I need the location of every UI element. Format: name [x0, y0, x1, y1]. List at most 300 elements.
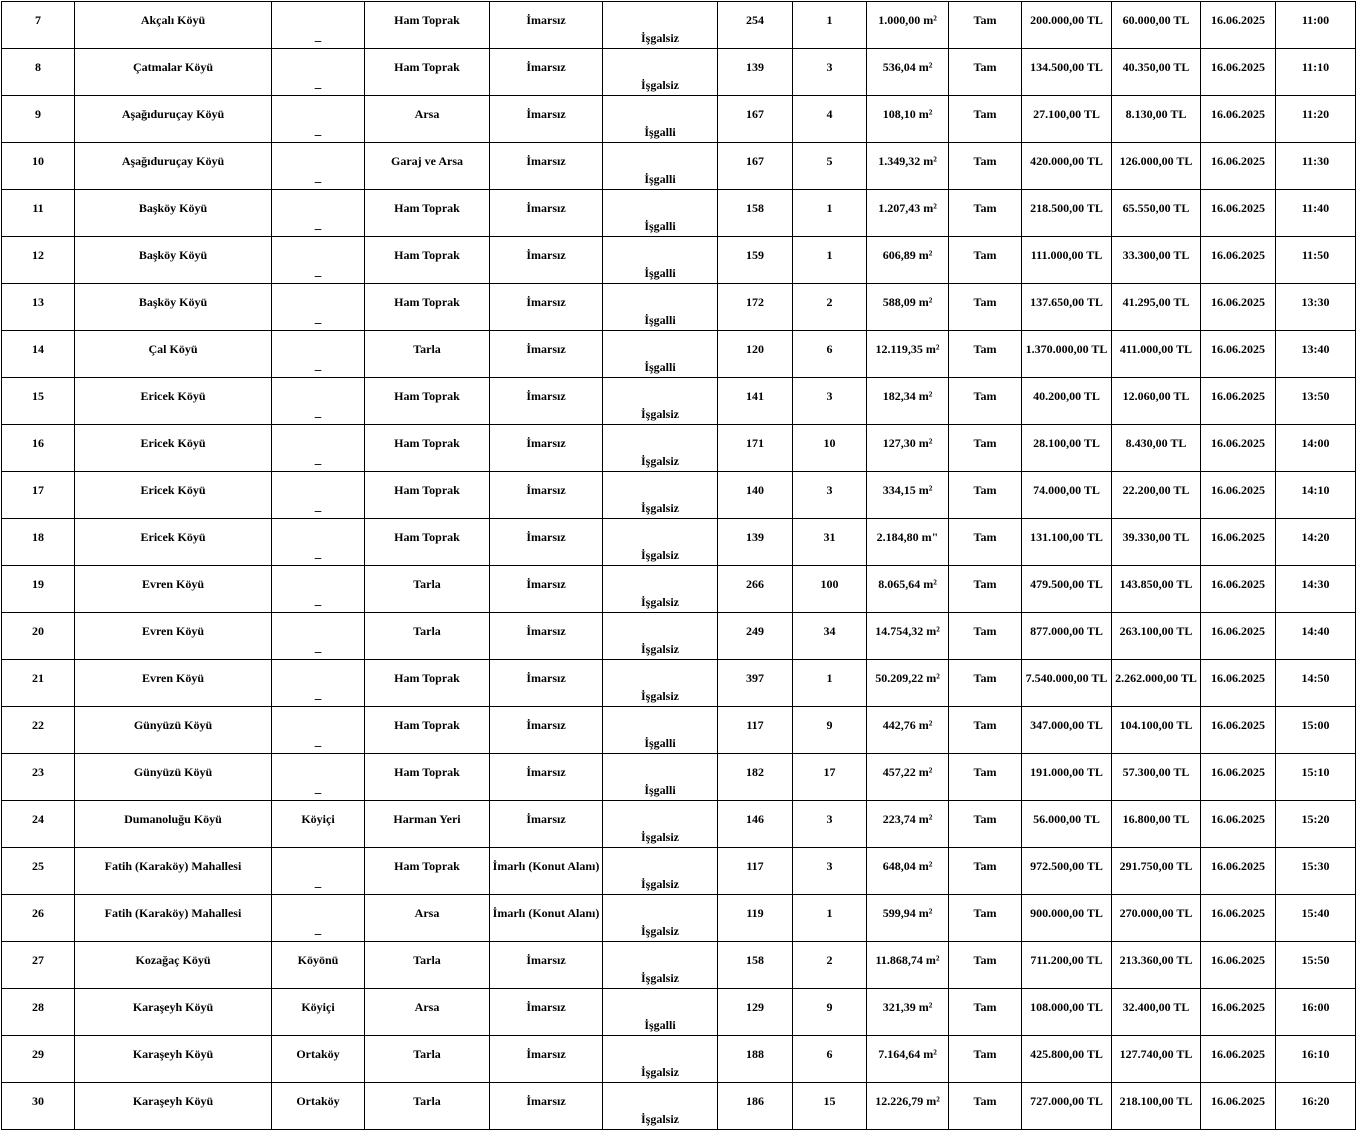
occupancy-status: İşgalli [603, 989, 718, 1036]
locality: _ [272, 895, 365, 942]
auction-date: 16.06.2025 [1201, 942, 1276, 989]
village-name: Aşağıduruçay Köyü [75, 143, 272, 190]
table-body [2, 2, 1356, 1130]
auction-time: 16:10 [1276, 1036, 1356, 1083]
occupancy-status: İşgalli [603, 237, 718, 284]
zoning-status: İmarsız [490, 190, 603, 237]
guarantee-amount: 65.550,00 TL [1112, 190, 1201, 237]
locality: _ [272, 190, 365, 237]
village-name: Çal Köyü [75, 331, 272, 378]
village-name: Başköy Köyü [75, 237, 272, 284]
auction-date: 16.06.2025 [1201, 1036, 1276, 1083]
parcel-number: 31 [793, 519, 867, 566]
auction-time: 13:50 [1276, 378, 1356, 425]
property-type: Ham Toprak [365, 284, 490, 331]
area: 334,15 m² [867, 472, 949, 519]
auction-time: 11:50 [1276, 237, 1356, 284]
row-number: 10 [2, 143, 75, 190]
table-row [2, 942, 1356, 989]
share: Tam [949, 96, 1022, 143]
area: 50.209,22 m² [867, 660, 949, 707]
share: Tam [949, 472, 1022, 519]
table-row [2, 707, 1356, 754]
row-number: 29 [2, 1036, 75, 1083]
locality: _ [272, 848, 365, 895]
share: Tam [949, 660, 1022, 707]
guarantee-amount: 41.295,00 TL [1112, 284, 1201, 331]
area: 648,04 m² [867, 848, 949, 895]
zoning-status: İmarsız [490, 378, 603, 425]
share: Tam [949, 190, 1022, 237]
area: 2.184,80 m" [867, 519, 949, 566]
block-number: 266 [718, 566, 793, 613]
property-type: Ham Toprak [365, 49, 490, 96]
locality: Ortaköy [272, 1083, 365, 1130]
locality: _ [272, 331, 365, 378]
row-number: 12 [2, 237, 75, 284]
guarantee-amount: 291.750,00 TL [1112, 848, 1201, 895]
guarantee-amount: 2.262.000,00 TL [1112, 660, 1201, 707]
block-number: 158 [718, 190, 793, 237]
table-row [2, 284, 1356, 331]
share: Tam [949, 895, 1022, 942]
parcel-number: 1 [793, 190, 867, 237]
auction-time: 11:10 [1276, 49, 1356, 96]
share: Tam [949, 519, 1022, 566]
auction-date: 16.06.2025 [1201, 989, 1276, 1036]
area: 8.065,64 m² [867, 566, 949, 613]
share: Tam [949, 237, 1022, 284]
parcel-number: 10 [793, 425, 867, 472]
estimated-value: 347.000,00 TL [1022, 707, 1112, 754]
zoning-status: İmarsız [490, 472, 603, 519]
auction-time: 11:30 [1276, 143, 1356, 190]
row-number: 19 [2, 566, 75, 613]
property-type: Arsa [365, 895, 490, 942]
area: 127,30 m² [867, 425, 949, 472]
block-number: 129 [718, 989, 793, 1036]
auction-date: 16.06.2025 [1201, 2, 1276, 49]
village-name: Başköy Köyü [75, 190, 272, 237]
auction-time: 11:40 [1276, 190, 1356, 237]
locality: Köyiçi [272, 989, 365, 1036]
parcel-number: 1 [793, 660, 867, 707]
area: 7.164,64 m² [867, 1036, 949, 1083]
occupancy-status: İşgalsiz [603, 801, 718, 848]
village-name: Günyüzü Köyü [75, 707, 272, 754]
property-type: Ham Toprak [365, 707, 490, 754]
occupancy-status: İşgalli [603, 190, 718, 237]
occupancy-status: İşgalli [603, 284, 718, 331]
locality: _ [272, 96, 365, 143]
table-row [2, 613, 1356, 660]
row-number: 7 [2, 2, 75, 49]
table-row [2, 566, 1356, 613]
estimated-value: 191.000,00 TL [1022, 754, 1112, 801]
area: 108,10 m² [867, 96, 949, 143]
property-type: Ham Toprak [365, 378, 490, 425]
area: 606,89 m² [867, 237, 949, 284]
table-row [2, 49, 1356, 96]
guarantee-amount: 143.850,00 TL [1112, 566, 1201, 613]
auction-time: 14:50 [1276, 660, 1356, 707]
area: 182,34 m² [867, 378, 949, 425]
occupancy-status: İşgalli [603, 143, 718, 190]
locality: _ [272, 472, 365, 519]
occupancy-status: İşgalsiz [603, 895, 718, 942]
area: 588,09 m² [867, 284, 949, 331]
village-name: Başköy Köyü [75, 284, 272, 331]
parcel-number: 34 [793, 613, 867, 660]
zoning-status: İmarsız [490, 96, 603, 143]
guarantee-amount: 127.740,00 TL [1112, 1036, 1201, 1083]
row-number: 17 [2, 472, 75, 519]
parcel-number: 100 [793, 566, 867, 613]
auction-date: 16.06.2025 [1201, 754, 1276, 801]
share: Tam [949, 754, 1022, 801]
guarantee-amount: 8.130,00 TL [1112, 96, 1201, 143]
auction-time: 14:20 [1276, 519, 1356, 566]
occupancy-status: İşgalsiz [603, 848, 718, 895]
zoning-status: İmarsız [490, 143, 603, 190]
parcel-number: 1 [793, 237, 867, 284]
parcel-number: 6 [793, 331, 867, 378]
table-row [2, 2, 1356, 49]
auction-date: 16.06.2025 [1201, 660, 1276, 707]
occupancy-status: İşgalsiz [603, 425, 718, 472]
auction-time: 13:30 [1276, 284, 1356, 331]
auction-time: 14:40 [1276, 613, 1356, 660]
guarantee-amount: 12.060,00 TL [1112, 378, 1201, 425]
property-type: Ham Toprak [365, 190, 490, 237]
area: 536,04 m² [867, 49, 949, 96]
auction-date: 16.06.2025 [1201, 801, 1276, 848]
area: 12.226,79 m² [867, 1083, 949, 1130]
table-row [2, 895, 1356, 942]
auction-time: 14:30 [1276, 566, 1356, 613]
guarantee-amount: 57.300,00 TL [1112, 754, 1201, 801]
zoning-status: İmarsız [490, 284, 603, 331]
auction-date: 16.06.2025 [1201, 284, 1276, 331]
occupancy-status: İşgalsiz [603, 519, 718, 566]
auction-time: 16:20 [1276, 1083, 1356, 1130]
block-number: 186 [718, 1083, 793, 1130]
parcel-number: 17 [793, 754, 867, 801]
property-type: Ham Toprak [365, 519, 490, 566]
row-number: 16 [2, 425, 75, 472]
block-number: 158 [718, 942, 793, 989]
occupancy-status: İşgalli [603, 754, 718, 801]
estimated-value: 900.000,00 TL [1022, 895, 1112, 942]
share: Tam [949, 284, 1022, 331]
village-name: Ericek Köyü [75, 378, 272, 425]
block-number: 172 [718, 284, 793, 331]
row-number: 11 [2, 190, 75, 237]
village-name: Evren Köyü [75, 613, 272, 660]
zoning-status: İmarsız [490, 237, 603, 284]
zoning-status: İmarsız [490, 2, 603, 49]
row-number: 26 [2, 895, 75, 942]
parcel-number: 3 [793, 49, 867, 96]
zoning-status: İmarsız [490, 49, 603, 96]
share: Tam [949, 613, 1022, 660]
estimated-value: 218.500,00 TL [1022, 190, 1112, 237]
estimated-value: 137.650,00 TL [1022, 284, 1112, 331]
village-name: Fatih (Karaköy) Mahallesi [75, 848, 272, 895]
block-number: 182 [718, 754, 793, 801]
locality: _ [272, 284, 365, 331]
share: Tam [949, 2, 1022, 49]
table-row [2, 660, 1356, 707]
village-name: Günyüzü Köyü [75, 754, 272, 801]
share: Tam [949, 566, 1022, 613]
estimated-value: 479.500,00 TL [1022, 566, 1112, 613]
zoning-status: İmarsız [490, 707, 603, 754]
auction-time: 15:20 [1276, 801, 1356, 848]
estimated-value: 27.100,00 TL [1022, 96, 1112, 143]
block-number: 140 [718, 472, 793, 519]
estimated-value: 56.000,00 TL [1022, 801, 1112, 848]
share: Tam [949, 143, 1022, 190]
zoning-status: İmarsız [490, 660, 603, 707]
occupancy-status: İşgalsiz [603, 1036, 718, 1083]
auction-date: 16.06.2025 [1201, 331, 1276, 378]
table-row [2, 801, 1356, 848]
property-type: Harman Yeri [365, 801, 490, 848]
block-number: 171 [718, 425, 793, 472]
occupancy-status: İşgalsiz [603, 49, 718, 96]
parcel-number: 15 [793, 1083, 867, 1130]
parcel-number: 6 [793, 1036, 867, 1083]
village-name: Evren Köyü [75, 566, 272, 613]
area: 442,76 m² [867, 707, 949, 754]
zoning-status: İmarsız [490, 989, 603, 1036]
auction-time: 14:10 [1276, 472, 1356, 519]
occupancy-status: İşgalsiz [603, 472, 718, 519]
locality: Köyiçi [272, 801, 365, 848]
village-name: Ericek Köyü [75, 519, 272, 566]
share: Tam [949, 707, 1022, 754]
auction-time: 15:10 [1276, 754, 1356, 801]
area: 321,39 m² [867, 989, 949, 1036]
locality: _ [272, 237, 365, 284]
parcel-number: 3 [793, 378, 867, 425]
block-number: 167 [718, 143, 793, 190]
block-number: 167 [718, 96, 793, 143]
estimated-value: 711.200,00 TL [1022, 942, 1112, 989]
locality: _ [272, 49, 365, 96]
guarantee-amount: 32.400,00 TL [1112, 989, 1201, 1036]
block-number: 139 [718, 519, 793, 566]
area: 14.754,32 m² [867, 613, 949, 660]
row-number: 13 [2, 284, 75, 331]
area: 12.119,35 m² [867, 331, 949, 378]
village-name: Ericek Köyü [75, 472, 272, 519]
parcel-number: 9 [793, 989, 867, 1036]
occupancy-status: İşgalli [603, 331, 718, 378]
occupancy-status: İşgalli [603, 707, 718, 754]
village-name: Aşağıduruçay Köyü [75, 96, 272, 143]
zoning-status: İmarsız [490, 801, 603, 848]
parcel-number: 2 [793, 942, 867, 989]
estimated-value: 7.540.000,00 TL [1022, 660, 1112, 707]
guarantee-amount: 218.100,00 TL [1112, 1083, 1201, 1130]
row-number: 8 [2, 49, 75, 96]
village-name: Karaşeyh Köyü [75, 989, 272, 1036]
auction-date: 16.06.2025 [1201, 49, 1276, 96]
estimated-value: 74.000,00 TL [1022, 472, 1112, 519]
block-number: 117 [718, 707, 793, 754]
village-name: Ericek Köyü [75, 425, 272, 472]
share: Tam [949, 425, 1022, 472]
share: Tam [949, 801, 1022, 848]
zoning-status: İmarsız [490, 942, 603, 989]
table-row [2, 848, 1356, 895]
share: Tam [949, 49, 1022, 96]
locality: _ [272, 143, 365, 190]
area: 457,22 m² [867, 754, 949, 801]
block-number: 188 [718, 1036, 793, 1083]
table-row [2, 519, 1356, 566]
table-row [2, 1036, 1356, 1083]
property-type: Ham Toprak [365, 848, 490, 895]
area: 599,94 m² [867, 895, 949, 942]
estimated-value: 28.100,00 TL [1022, 425, 1112, 472]
guarantee-amount: 263.100,00 TL [1112, 613, 1201, 660]
property-type: Garaj ve Arsa [365, 143, 490, 190]
row-number: 24 [2, 801, 75, 848]
zoning-status: İmarsız [490, 425, 603, 472]
block-number: 119 [718, 895, 793, 942]
zoning-status: İmarsız [490, 613, 603, 660]
estimated-value: 111.000,00 TL [1022, 237, 1112, 284]
table-row [2, 425, 1356, 472]
zoning-status: İmarlı (Konut Alanı) [490, 848, 603, 895]
property-type: Tarla [365, 1036, 490, 1083]
auction-date: 16.06.2025 [1201, 1083, 1276, 1130]
auction-date: 16.06.2025 [1201, 190, 1276, 237]
village-name: Dumanoluğu Köyü [75, 801, 272, 848]
parcel-number: 2 [793, 284, 867, 331]
estimated-value: 420.000,00 TL [1022, 143, 1112, 190]
row-number: 30 [2, 1083, 75, 1130]
table-row [2, 190, 1356, 237]
table-row [2, 378, 1356, 425]
estimated-value: 134.500,00 TL [1022, 49, 1112, 96]
occupancy-status: İşgalsiz [603, 613, 718, 660]
property-type: Arsa [365, 989, 490, 1036]
zoning-status: İmarlı (Konut Alanı) [490, 895, 603, 942]
locality: _ [272, 519, 365, 566]
share: Tam [949, 1083, 1022, 1130]
locality: _ [272, 378, 365, 425]
auction-date: 16.06.2025 [1201, 472, 1276, 519]
property-type: Tarla [365, 566, 490, 613]
occupancy-status: İşgalsiz [603, 2, 718, 49]
auction-time: 11:00 [1276, 2, 1356, 49]
share: Tam [949, 378, 1022, 425]
estimated-value: 108.000,00 TL [1022, 989, 1112, 1036]
auction-time: 16:00 [1276, 989, 1356, 1036]
guarantee-amount: 33.300,00 TL [1112, 237, 1201, 284]
locality: _ [272, 660, 365, 707]
area: 11.868,74 m² [867, 942, 949, 989]
auction-date: 16.06.2025 [1201, 848, 1276, 895]
zoning-status: İmarsız [490, 566, 603, 613]
row-number: 23 [2, 754, 75, 801]
locality: _ [272, 707, 365, 754]
parcel-number: 1 [793, 2, 867, 49]
share: Tam [949, 989, 1022, 1036]
estimated-value: 425.800,00 TL [1022, 1036, 1112, 1083]
locality: _ [272, 613, 365, 660]
property-type: Tarla [365, 613, 490, 660]
parcel-number: 9 [793, 707, 867, 754]
property-type: Tarla [365, 942, 490, 989]
table-row [2, 472, 1356, 519]
area: 223,74 m² [867, 801, 949, 848]
guarantee-amount: 213.360,00 TL [1112, 942, 1201, 989]
locality: Köyönü [272, 942, 365, 989]
locality: Ortaköy [272, 1036, 365, 1083]
block-number: 139 [718, 49, 793, 96]
auction-date: 16.06.2025 [1201, 378, 1276, 425]
occupancy-status: İşgalsiz [603, 566, 718, 613]
parcel-number: 5 [793, 143, 867, 190]
zoning-status: İmarsız [490, 519, 603, 566]
auction-date: 16.06.2025 [1201, 425, 1276, 472]
zoning-status: İmarsız [490, 754, 603, 801]
table-row [2, 331, 1356, 378]
guarantee-amount: 270.000,00 TL [1112, 895, 1201, 942]
area: 1.207,43 m² [867, 190, 949, 237]
parcel-number: 4 [793, 96, 867, 143]
guarantee-amount: 60.000,00 TL [1112, 2, 1201, 49]
auction-time: 11:20 [1276, 96, 1356, 143]
row-number: 28 [2, 989, 75, 1036]
block-number: 146 [718, 801, 793, 848]
row-number: 27 [2, 942, 75, 989]
village-name: Akçalı Köyü [75, 2, 272, 49]
row-number: 15 [2, 378, 75, 425]
parcel-number: 3 [793, 472, 867, 519]
auction-date: 16.06.2025 [1201, 566, 1276, 613]
auction-date: 16.06.2025 [1201, 96, 1276, 143]
estimated-value: 727.000,00 TL [1022, 1083, 1112, 1130]
village-name: Karaşeyh Köyü [75, 1036, 272, 1083]
zoning-status: İmarsız [490, 1083, 603, 1130]
auction-time: 15:40 [1276, 895, 1356, 942]
locality: _ [272, 2, 365, 49]
block-number: 397 [718, 660, 793, 707]
guarantee-amount: 104.100,00 TL [1112, 707, 1201, 754]
row-number: 18 [2, 519, 75, 566]
property-type: Ham Toprak [365, 237, 490, 284]
estimated-value: 1.370.000,00 TL [1022, 331, 1112, 378]
occupancy-status: İşgalsiz [603, 1083, 718, 1130]
row-number: 25 [2, 848, 75, 895]
estimated-value: 40.200,00 TL [1022, 378, 1112, 425]
occupancy-status: İşgalsiz [603, 378, 718, 425]
share: Tam [949, 942, 1022, 989]
row-number: 14 [2, 331, 75, 378]
auction-time: 13:40 [1276, 331, 1356, 378]
table-row [2, 143, 1356, 190]
table-row [2, 754, 1356, 801]
auction-date: 16.06.2025 [1201, 895, 1276, 942]
village-name: Karaşeyh Köyü [75, 1083, 272, 1130]
block-number: 141 [718, 378, 793, 425]
